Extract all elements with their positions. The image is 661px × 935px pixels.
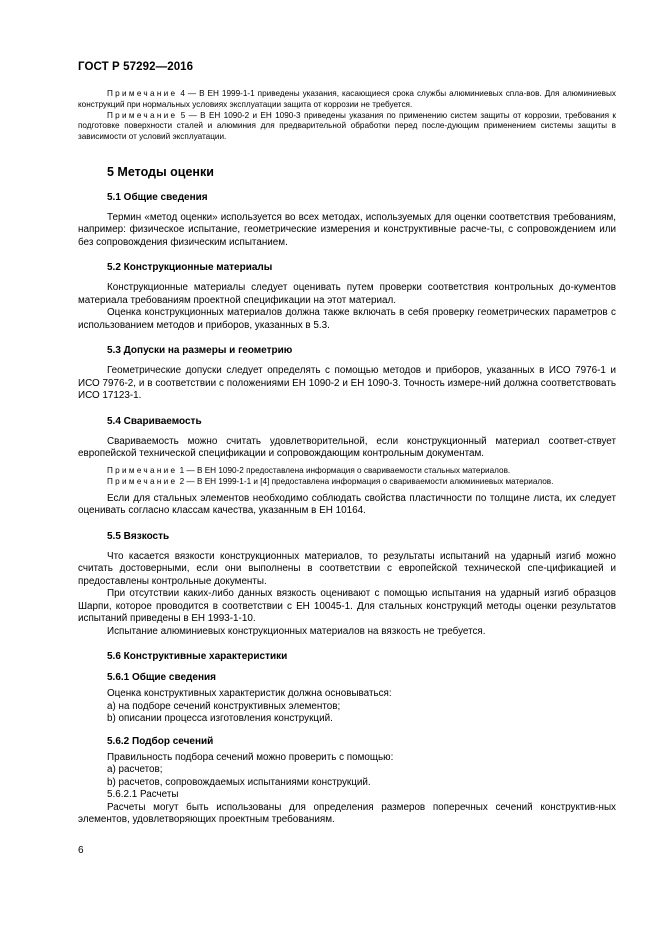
list-item: а) на подборе сечений конструктивных элементов; — [107, 700, 341, 712]
note-text: 5 — В ЕН 1090-2 и ЕН 1090-3 приведены указания по применению систем защиты от коррозии, требования к подготовке поверхности сталей и алюминия для предварительной обработки перед после-дующим применением системы защиты в зависимости от условий эксплуатации. — [78, 110, 616, 142]
paragraph: Правильность подбора сечений можно проверить с помощью: — [107, 751, 394, 763]
list-item: b) расчетов, сопровождаемых испытаниями конструкций. — [107, 776, 371, 788]
note-text: 1 — В ЕН 1090-2 предоставлена информация о свариваемости стальных материалов. — [179, 465, 511, 475]
note-text: 4 — В ЕН 1999-1-1 приведены указания, касающиеся срока службы алюминиевых спла-вов. Для алюминиевых конструкций при нормальных условиях эксплуатации защита от коррозии не требуется. — [78, 89, 617, 109]
note-2 — [78, 477, 616, 488]
note-text: 2 — В ЕН 1999-1-1 и [4] предоставлена информация о свариваемости алюминиевых материалов. — [179, 476, 554, 486]
paragraph: Что касается вязкости конструкционных материалов, то результаты испытаний на ударный изгиб можно считать достоверными, если они выполнены в соответствии с европейской технической спе-цификацией и предоставлены контрольные документы. — [78, 550, 616, 587]
note-label: Примечание — [107, 110, 178, 120]
paragraph: Геометрические допуски следует определять с помощью методов и приборов, указанных в ИСО 7976-1 и ИСО 7976-2, и в соответствии с положениями ЕН 1090-2 и ЕН 1090-3. Точность измере-ний должна соответствовать ИСО 17123-1. — [78, 365, 616, 402]
section-5-5-title: 5.5 Вязкость — [107, 530, 170, 542]
document-code: ГОСТ Р 57292—2016 — [78, 61, 194, 73]
paragraph: При отсутствии каких-либо данных вязкость оценивают с помощью испытания на ударный изгиб образцов Шарпи, которое проводится в соответствии с ЕН 10045-1. Для стальных конструкций методы оценки результатов испытаний приведены в ЕН 1993-1-10. — [78, 588, 616, 625]
page-number: 6 — [78, 845, 84, 856]
section-5-2-title: 5.2 Конструкционные материалы — [107, 262, 273, 274]
section-5-6-1-title: 5.6.1 Общие сведения — [107, 672, 216, 684]
note-5 — [78, 111, 616, 143]
paragraph: Испытание алюминиевых конструкционных материалов на вязкость не требуется. — [107, 625, 486, 637]
note-label: Примечание — [107, 465, 178, 475]
section-5-title: 5 Методы оценки — [107, 164, 214, 179]
section-5-6-title: 5.6 Конструктивные характеристики — [107, 651, 288, 663]
paragraph: Конструкционные материалы следует оценивать путем проверки соответствия контрольных до-кументов материала требованиям проектной спецификации на этот материал. — [78, 282, 616, 306]
paragraph: Оценка конструкционных материалов должна также включать в себя проверку геометрических параметров с использованием методов и приборов, указанных в 5.3. — [78, 307, 616, 331]
note-label: Примечание — [107, 89, 178, 98]
paragraph: Расчеты могут быть использованы для определения размеров поперечных сечений конструктив-ных элементов, удовлетворяющих проектным требованиям. — [78, 801, 616, 826]
subsection-5-6-2-1: 5.6.2.1 Расчеты — [107, 789, 179, 801]
note-label: Примечание — [107, 476, 178, 486]
paragraph: Свариваемость можно считать удовлетворительной, если конструкционный материал соответ-ствует европейской технической спецификации и сопровождающим контрольным документам. — [78, 435, 616, 460]
paragraph: Если для стальных элементов необходимо соблюдать свойства пластичности по толщине листа, их следует оценивать согласно классам качества, указанным в ЕН 10164. — [78, 492, 616, 517]
section-5-1-title: 5.1 Общие сведения — [107, 191, 208, 203]
section-5-6-2-title: 5.6.2 Подбор сечений — [107, 735, 214, 747]
section-5-4-title: 5.4 Свариваемость — [107, 415, 202, 427]
section-5-3-title: 5.3 Допуски на размеры и геометрию — [107, 345, 293, 357]
list-item: а) расчетов; — [107, 764, 163, 776]
paragraph: Термин «метод оценки» используется во всех методах, используемых для оценки соответствия требованиям, например: физическое испытание, геометрические измерения и конструктивные расче-ты, с сопровождением или без сопровождения физическим испытанием. — [78, 211, 616, 248]
document-body — [78, 89, 616, 827]
note-1 — [78, 466, 616, 477]
paragraph: Оценка конструктивных характеристик должна основываться: — [107, 688, 392, 700]
note-4 — [78, 89, 616, 111]
list-item: b) описании процесса изготовления конструкций. — [107, 713, 333, 725]
